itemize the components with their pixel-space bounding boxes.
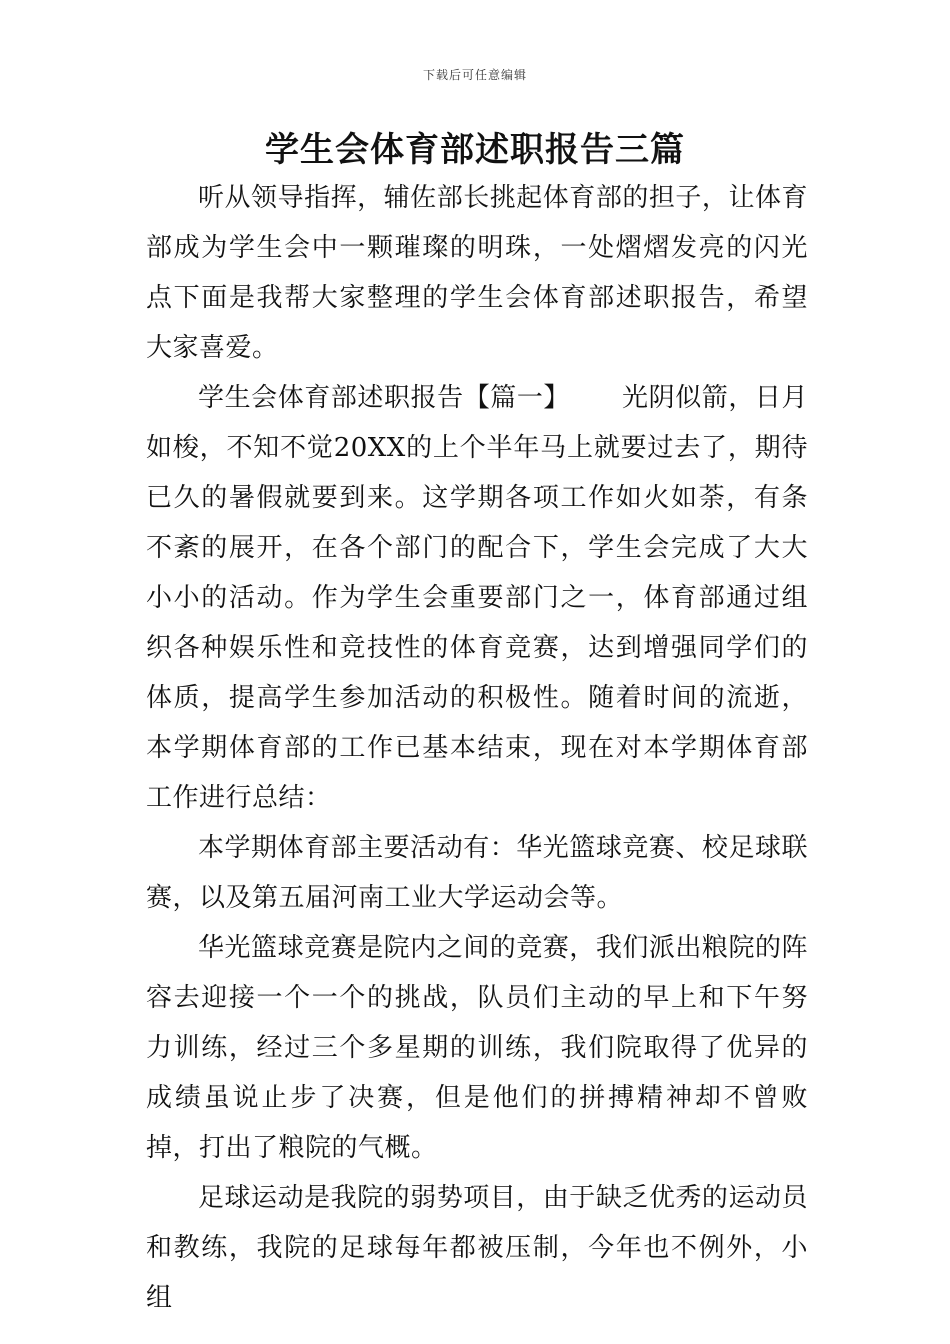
paragraph-football: 足球运动是我院的弱势项目，由于缺乏优秀的运动员和教练，我院的足球每年都被压制，今年也不例外，小组	[146, 1183, 808, 1313]
part1-heading: 学生会体育部述职报告【篇一】	[198, 383, 570, 413]
document-body	[146, 173, 808, 1323]
document-title: 学生会体育部述职报告三篇	[265, 130, 685, 170]
paragraph-activities: 本学期体育部主要活动有：华光篮球竞赛、校足球联赛，以及第五届河南工业大学运动会等。	[146, 833, 808, 913]
paragraph-intro: 听从领导指挥，辅佐部长挑起体育部的担子，让体育部成为学生会中一颗璀璨的明珠，一处熠熠发亮的闪光点下面是我帮大家整理的学生会体育部述职报告，希望大家喜爱。	[146, 183, 808, 363]
paragraph-basketball: 华光篮球竞赛是院内之间的竞赛，我们派出粮院的阵容去迎接一个一个的挑战，队员们主动的早上和下午努力训练，经过三个多星期的训练，我们院取得了优异的成绩虽说止步了决赛，但是他们的拼搏精神却不曾败掉，打出了粮院的气概。	[146, 933, 808, 1163]
paragraph-part1	[146, 373, 808, 823]
header-note: 下载后可任意编辑	[422, 68, 527, 82]
part1-body: 光阴似箭，日月如梭，不知不觉20XX的上个半年马上就要过去了，期待已久的暑假就要到来。这学期各项工作如火如荼，有条不紊的展开，在各个部门的配合下，学生会完成了大大小小的活动。作为学生会重要部门之一，体育部通过组织各种娱乐性和竞技性的体育竞赛，达到增强同学们的体质，提高学生参加活动的积极性。随着时间的流逝，本学期体育部的工作已基本结束，现在对本学期体育部工作进行总结：	[146, 383, 808, 813]
